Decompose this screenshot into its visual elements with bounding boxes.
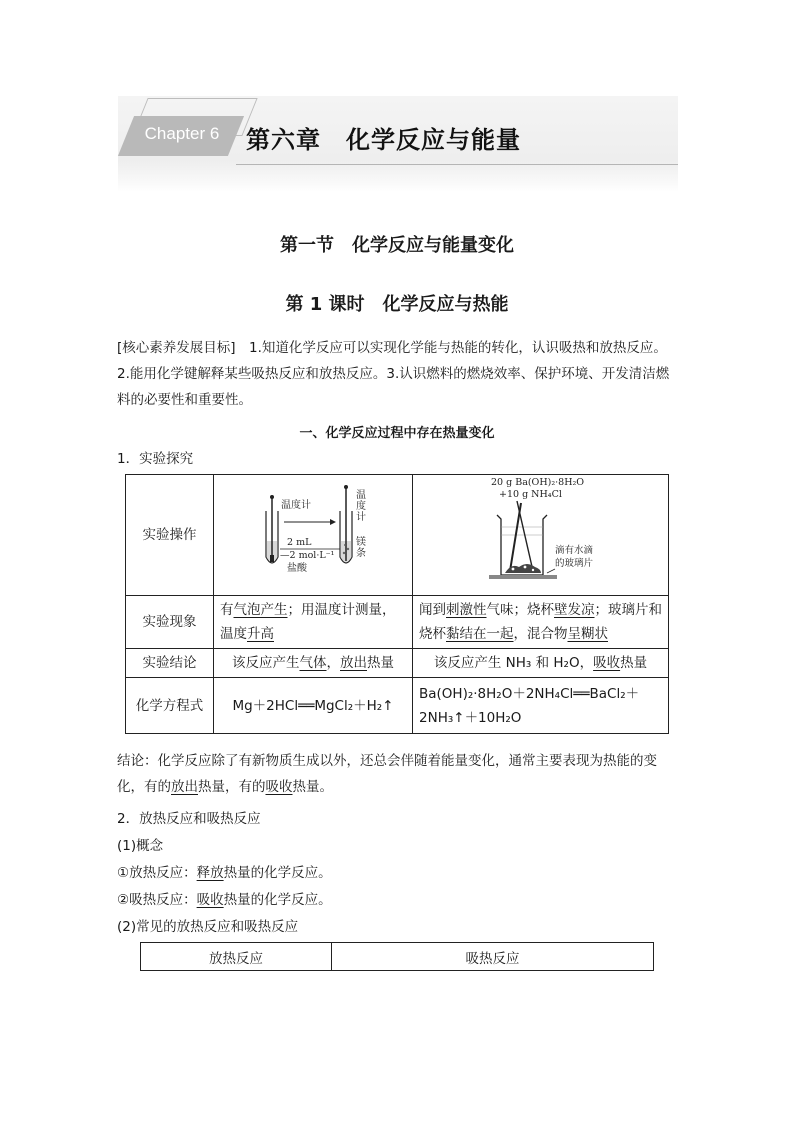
label-thermometer-left: 温度计 [281, 500, 311, 511]
row-label-conclusion: 实验结论 [126, 649, 214, 678]
equation-left: Mg＋2HCl══MgCl₂＋H₂↑ [214, 678, 413, 734]
sub-heading-experiment: 1．实验探究 [117, 451, 194, 467]
concept-endothermic: ②吸热反应：吸收热量的化学反应。 [117, 892, 332, 908]
chapter-title: 第六章 化学反应与能量 [246, 126, 521, 154]
label-glass-1: 滴有水滴 [555, 545, 594, 556]
banner-divider [236, 164, 678, 165]
conclusion-paragraph: 结论：化学反应除了有新物质生成以外，还总会伴随着能量变化，通常主要表现为热能的变化，有的放出热量，有的吸收热量。 [117, 753, 657, 795]
label-amount: 2 mL [287, 537, 312, 548]
objectives-label: [核心素养发展目标] [117, 340, 236, 356]
equation-right: Ba(OH)₂·8H₂O＋2NH₄Cl══BaCl₂＋ 2NH₃↑＋10H₂O [413, 678, 669, 734]
figure-baoh2-nh4cl [413, 475, 669, 596]
experiment-table [125, 474, 669, 734]
section-title: 第一节 化学反应与能量变化 [280, 235, 514, 256]
label-concentration: —2 mol·L⁻¹ [280, 550, 335, 561]
phenomena-left: 有气泡产生；用温度计测量，温度升高 [214, 596, 413, 649]
lesson-title: 第 1 课时 化学反应与热能 [285, 294, 509, 315]
concept-exothermic: ①放热反应：释放热量的化学反应。 [117, 865, 332, 881]
chapter-banner [118, 96, 678, 192]
label-thermometer-right: 温度计 [356, 490, 366, 523]
header-endothermic: 吸热反应 [332, 943, 654, 971]
row-label-phenomena: 实验现象 [126, 596, 214, 649]
reaction-table [140, 942, 654, 971]
mg-hcl-diagram [214, 475, 411, 587]
objectives-text: 1.知道化学反应可以实现化学能与热能的转化，认识吸热和放热反应。2.能用化学键解释某些吸热反应和放热反应。3.认识燃料的燃烧效率、保护环境、开发清洁燃料的必要性和重要性。 [117, 340, 670, 408]
baoh2-nh4cl-diagram [413, 475, 667, 587]
label-reagent-2: +10 g NH₄Cl [499, 489, 562, 500]
conclusion-right: 该反应产生 NH₃ 和 H₂O，吸收热量 [413, 649, 669, 678]
part1-heading: 一、化学反应过程中存在热量变化 [299, 426, 495, 441]
label-glass-2: 的玻璃片 [555, 558, 594, 569]
label-hcl: 盐酸 [287, 563, 307, 574]
chapter-tag: Chapter 6 [144, 124, 220, 143]
concept-label: (1)概念 [117, 838, 164, 854]
header-exothermic: 放热反应 [141, 943, 332, 971]
phenomena-right: 闻到刺激性气味；烧杯壁发凉；玻璃片和烧杯黏结在一起，混合物呈糊状 [413, 596, 669, 649]
row-label-equation: 化学方程式 [126, 678, 214, 734]
sub-heading-reactions: 2．放热反应和吸热反应 [117, 811, 261, 827]
figure-mg-hcl [214, 475, 413, 596]
core-objectives [117, 335, 679, 413]
conclusion-left: 该反应产生气体，放出热量 [214, 649, 413, 678]
label-reagent-1: 20 g Ba(OH)₂·8H₂O [491, 477, 585, 488]
common-reactions-label: (2)常见的放热反应和吸热反应 [117, 919, 299, 935]
row-label-operation: 实验操作 [126, 475, 214, 596]
label-mg-strip: 镁条 [356, 537, 366, 559]
